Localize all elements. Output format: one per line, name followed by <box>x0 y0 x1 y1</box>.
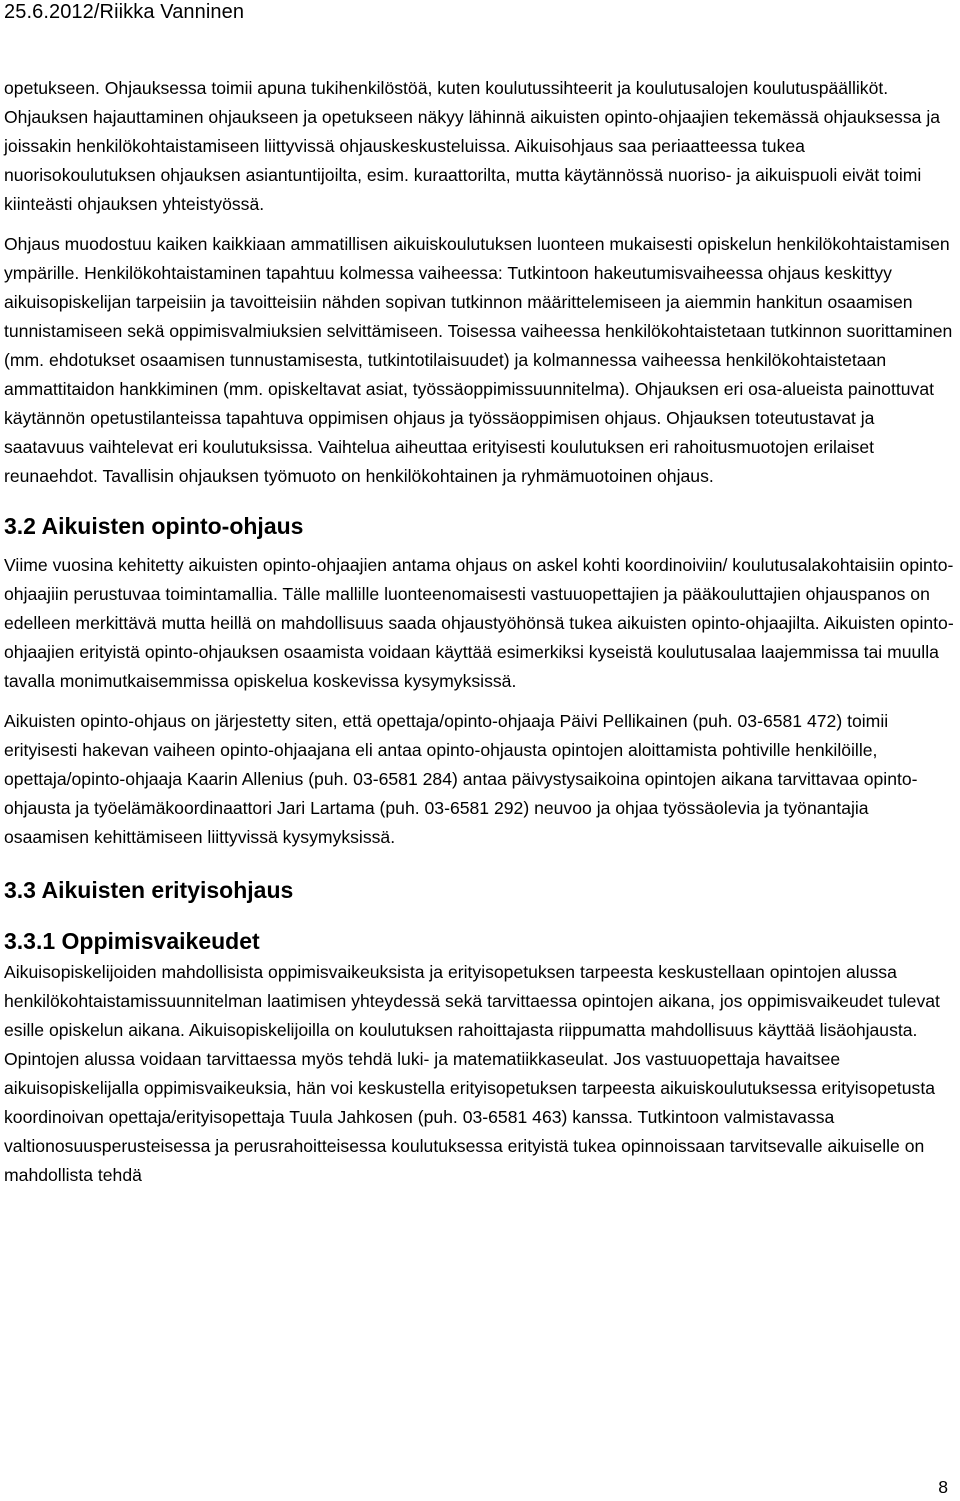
document-body <box>4 74 954 1190</box>
paragraph: Ohjaus muodostuu kaiken kaikkiaan ammatillisen aikuiskoulutuksen luonteen mukaisesti opiskelun henkilökohtaistamisen ympärille. Henkilökohtaistaminen tapahtuu kolmessa vaiheessa: Tutkintoon hakeutumisvaiheessa ohjaus keskittyy aikuisopiskelijan tarpeisiin ja tavoitteisiin nähden sopivan tutkinnon määrittelemiseen ja aiemmin hankitun osaamisen tunnistamiseen sekä oppimisvalmiuksien selvittämiseen. Toisessa vaiheessa henkilökohtaistetaan tutkinnon suorittaminen (mm. ehdotukset osaamisen tunnustamisesta, tutkintotilaisuudet) ja kolmannessa vaiheessa henkilökohtaistetaan ammattitaidon hankkiminen (mm. opiskeltavat asiat, työssäoppimissuunnitelma). Ohjauksen eri osa-alueista painottuvat käytännön opetustilanteissa tapahtuva oppimisen ohjaus ja työssäoppimisen ohjaus. Ohjauksen toteutustavat ja saatavuus vaihtelevat eri koulutuksissa. Vaihtelua aiheuttaa erityisesti koulutuksen eri rahoitusmuotojen erilaiset reunaehdot. Tavallisin ohjauksen työmuoto on henkilökohtainen ja ryhmämuotoinen ohjaus. <box>4 234 953 486</box>
subsection-heading: 3.3.1 Oppimisvaikeudet <box>4 928 260 954</box>
section-heading: 3.2 Aikuisten opinto-ohjaus <box>4 513 304 539</box>
paragraph-gap <box>4 219 954 230</box>
page-header: 25.6.2012/Riikka Vanninen <box>4 1 245 23</box>
paragraph: Viime vuosina kehitetty aikuisten opinto-ohjaajien antama ohjaus on askel kohti koordinoiviin/ koulutusalakohtaisiin opinto-ohjaajiin perustuvaa toimintamallia. Tälle mallille luonteenomaisesti vastuuopettajien ja pääkouluttajien ohjauspanos on edelleen merkittävä mutta heillä on mahdollisuus saada ohjaustyöhönsä tukea aikuisten opinto-ohjaajilta. Aikuisten opinto-ohjaajien erityistä opinto-ohjauksen osaamista voidaan käyttää esimerkiksi kyseistä koulutusalaa laajemmissa tai muulla tavalla monimutkaisemmissa opiskelua koskevissa kysymyksissä. <box>4 555 954 691</box>
page-number: 8 <box>938 1477 948 1497</box>
paragraph-gap <box>4 696 954 707</box>
paragraph: Aikuisten opinto-ohjaus on järjestetty siten, että opettaja/opinto-ohjaaja Päivi Pellikainen (puh. 03-6581 472) toimii erityisesti hakevan vaiheen opinto-ohjaajana eli antaa opinto-ohjausta opintojen aloittamista pohtiville henkilöille, opettaja/opinto-ohjaaja Kaarin Allenius (puh. 03-6581 284) antaa päivystysaikoina opintojen aikana tarvittavaa opinto-ohjausta ja työelämäkoordinaattori Jari Lartama (puh. 03-6581 292) neuvoo ja ohjaa työssäolevia ja työnantajia osaamisen kehittämiseen liittyvissä kysymyksissä. <box>4 711 918 847</box>
paragraph: Aikuisopiskelijoiden mahdollisista oppimisvaikeuksista ja erityisopetuksen tarpeesta keskustellaan opintojen alussa henkilökohtaistamissuunnitelman laatimisen yhteydessä sekä tarvittaessa opintojen aikana, jos oppimisvaikeudet tulevat esille opiskelun aikana. Aikuisopiskelijoilla on koulutuksen rahoittajasta riippumatta mahdollisuus käyttää lisäohjausta. Opintojen alussa voidaan tarvittaessa myös tehdä luki- ja matematiikkaseulat. Jos vastuuopettaja havaitsee aikuisopiskelijalla oppimisvaikeuksia, hän voi keskustella erityisopetuksen tarpeesta aikuiskoulutuksessa erityisopetusta koordinoivan opettaja/erityisopettaja Tuula Jahkosen (puh. 03-6581 463) kanssa. Tutkintoon valmistavassa valtionosuusperusteisessa ja perusrahoitteisessa koulutuksessa erityistä tukea opinnoissaan tarvitsevalle aikuiselle on mahdollista tehdä <box>4 962 940 1185</box>
section-heading: 3.3 Aikuisten erityisohjaus <box>4 877 294 903</box>
paragraph: opetukseen. Ohjauksessa toimii apuna tukihenkilöstöä, kuten koulutussihteerit ja koulutusalojen koulutuspäälliköt. Ohjauksen hajauttaminen ohjaukseen ja opetukseen näkyy lähinnä aikuisten opinto-ohjaajien tekemässä ohjauksessa ja joissakin henkilökohtaistamiseen liittyvissä ohjauskeskusteluissa. Aikuisohjaus saa periaatteessa tukea nuorisokoulutuksen ohjauksen asiantuntijoilta, esim. kuraattorilta, mutta käytännössä nuoriso- ja aikuispuoli eivät toimi kiinteästi ohjauksen yhteistyössä. <box>4 78 941 214</box>
